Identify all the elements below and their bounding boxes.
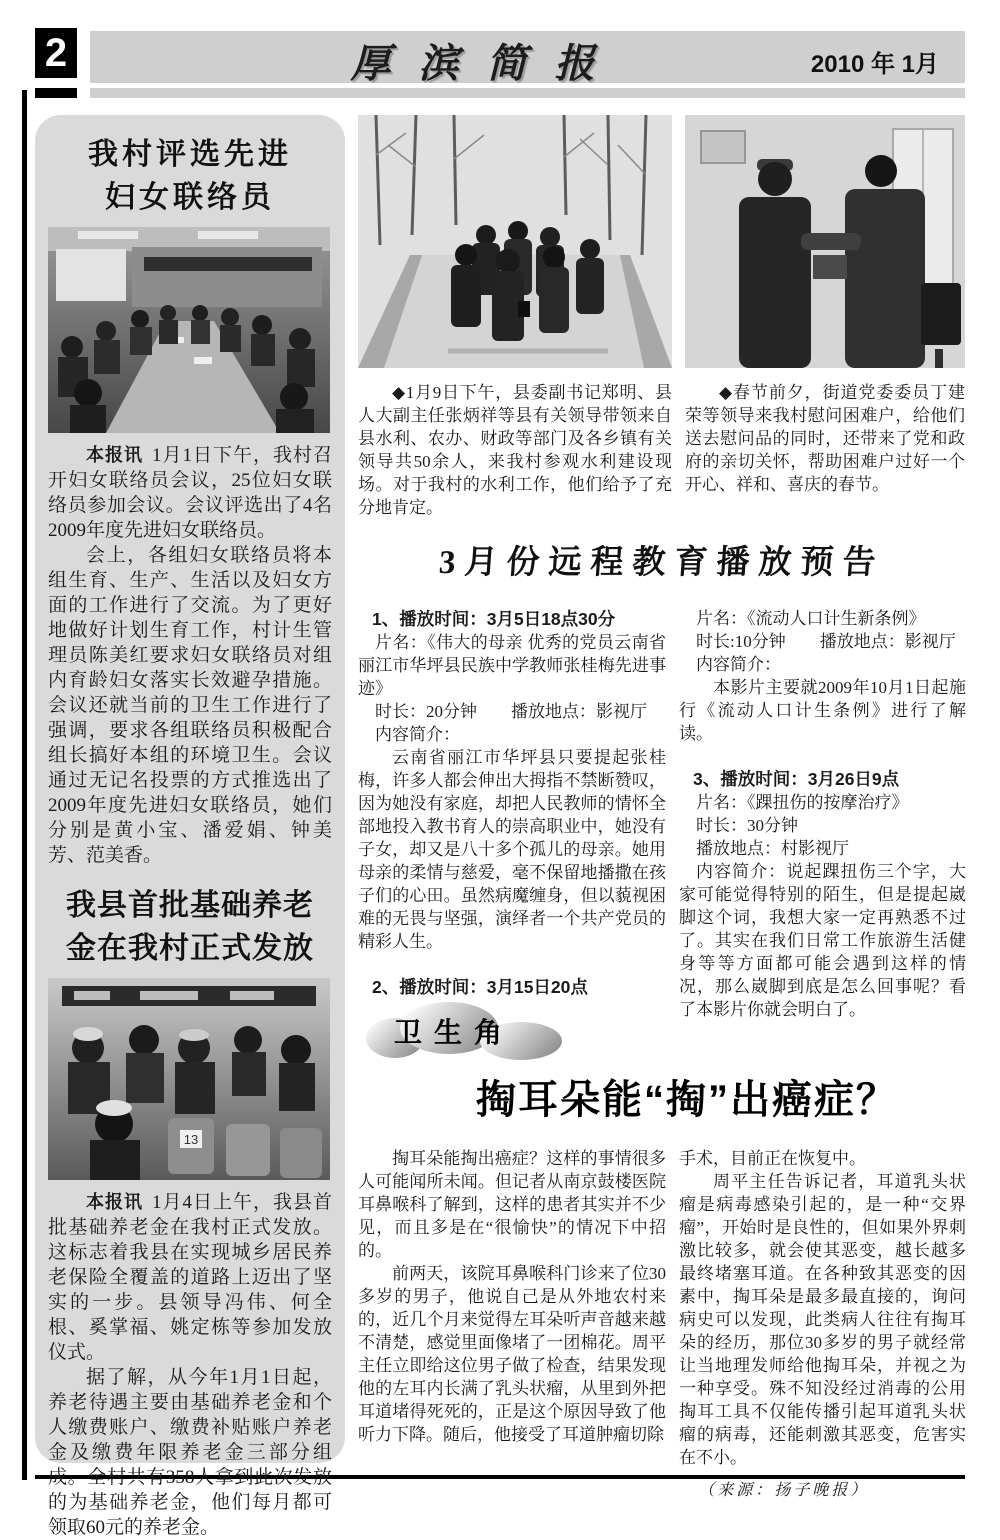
- meeting-room-photo: [48, 227, 330, 433]
- article1-title-line1: 我村评选先进: [88, 138, 292, 171]
- program3-film: 片名：《踝扭伤的按摩治疗》: [696, 793, 909, 812]
- condolence-photo-caption: ◆春节前夕，街道党委委员丁建荣等领导来我村慰问困难户，给他们送去慰问品的同时，还带来了党和政府的亲切关怀，帮助困难户过好一个开心、祥和、喜庆的春节。: [685, 383, 965, 494]
- program1-synopsis: 云南省丽江市华坪县只要提起张桂梅，许多人都会伸出大拇指不禁断赞叹，因为她没有家庭，却把人民教师的情怀全部地投入教书育人的崇高职业中，她没有子女，却又是八十多个孤儿的母亲。她用母亲的柔情与慈爱，毫不保留地播撒在孩子们的心田。虽然病魔缠身，但以藐视困难的无畏与坚强，演绎者一个共产党员的精彩人生。: [358, 748, 666, 951]
- article2-paragraph-1: [48, 1190, 332, 1365]
- condolence-visit-photo: [685, 115, 965, 368]
- health-left-paragraph-1: 掏耳朵能掏出癌症？这样的事情很多人可能闻所未闻。但记者从南京鼓楼医院耳鼻喉科了解到，这样的患者其实并不少见，而且多是在“很愉快”的情况下中招的。: [358, 1149, 666, 1260]
- left-border-rule: [22, 90, 27, 1480]
- pension-distribution-photo: [48, 978, 330, 1180]
- article-source: （来源：扬子晚报）: [698, 1482, 870, 1499]
- condolence-photo-figure: [685, 115, 965, 496]
- article1-paragraph-1: [48, 443, 332, 543]
- program3-location: 播放地点：村影视厅: [696, 839, 849, 858]
- health-right-paragraph-1: 手术，目前正在恢复中。: [679, 1149, 866, 1168]
- badge-label: 卫生角: [394, 1017, 515, 1048]
- broadcast-schedule-section: [358, 536, 966, 1021]
- article1-title: [48, 133, 332, 219]
- article2-paragraph-2: 据了解，从今年1月1日起，养老待遇主要由基础养老金和个人缴费账户、缴费补贴账户养老金及缴费年限养老金三部分组成。全村共有358人拿到此次发放的为基础养老金，他们每月都可领取60元的养老金。: [48, 1367, 332, 1538]
- header-gray-bar: [90, 88, 965, 98]
- inspection-photo-caption: ◆1月9日下午，县委副书记郑明、县人大副主任张炳祥等县有关领导带领来自县水利、农办、财政等部门及各乡镇有关领导共50余人，来我村参观水利建设现场。对于我村的水利工作，他们给予了充分地肯定。: [358, 383, 672, 517]
- program2-synopsis-label: 内容简介：: [696, 655, 781, 674]
- health-corner-badge: [366, 1002, 576, 1060]
- program2-film: 片名：《流动人口计生新条例》: [696, 609, 926, 628]
- health-article-title: 掏耳朵能“掏”出癌症？: [476, 1078, 898, 1122]
- program2-time: 2、播放时间：3月15日20点: [372, 977, 588, 997]
- program1-duration-location: 时长：20分钟 播放地点：影视厅: [375, 702, 647, 721]
- masthead-banner: [90, 31, 965, 86]
- health-corner-section: [358, 1002, 966, 1516]
- health-right-paragraph-2: 周平主任告诉记者，耳道乳头状瘤是病毒感染引起的，是一种“交界瘤”，开始时是良性的，但如果外界刺激比较多，就会使其恶变，越长越多最终堵塞耳道。在各种致其恶变的因素中，掏耳朵是最多最直接的，询问病史可以发现，此类病人往往有掏耳朵的经历，那位30多岁的男子就经常让当地理发师给他掏耳朵，并视之为一种享受。殊不知没经过消毒的公用掏耳工具不仅能传播引起耳道乳头状瘤的病毒，还能刺激其恶变，危害实在不小。: [679, 1172, 966, 1467]
- inspection-walk-photo: [358, 115, 672, 368]
- schedule-heading: 3月份远程教育播放预告: [437, 545, 886, 581]
- page-number-box: 2: [35, 28, 77, 78]
- schedule-column-left: [358, 607, 666, 1021]
- program2-synopsis: 本影片主要就2009年10月1日起施行《流动人口计生条例》进行了解读。: [679, 678, 966, 743]
- article1-lead-in: 本报讯: [86, 445, 143, 465]
- program3-time: 3、播放时间：3月26日9点: [693, 769, 900, 789]
- left-column-panel: [35, 115, 345, 1538]
- article1-paragraph-2: 会上，各组妇女联络员将本组生育、生产、生活以及妇女方面的工作进行了交流。为了更好地做好计划生育工作，村计生管理员陈美红要求妇女联络员对组内育龄妇女落实长效避孕措施。会议还就当前的卫生工作进行了强调，要求各组联络员积极配合组长搞好本组的环境卫生。会议通过无记名投票的方式推选出了2009年度先进妇女联络员，她们分别是黄小宝、潘爱娟、钟美芳、范美香。: [48, 545, 332, 866]
- chair-number-label: 13: [183, 1132, 199, 1147]
- header-black-bar: [35, 88, 77, 98]
- inspection-photo-figure: [358, 115, 672, 519]
- masthead-title: 厚滨简报: [350, 41, 623, 86]
- health-column-right: [679, 1147, 966, 1516]
- program3-synopsis: 内容简介：说起踝扭伤三个字，大家可能觉得特别的陌生，但是提起崴脚这个词，我想大家一定再熟悉不过了。其实在我们日常工作旅游生活健身等等方面都可能会遇到这样的情况，那么崴脚到底是怎么回事呢？看了本影片你就会明白了。: [679, 862, 966, 1019]
- article1-title-line2: 妇女联络员: [105, 181, 275, 214]
- article2-p1-text: 1月4日上午，我县首批基础养老金在我村正式发放。这标志着我县在实现城乡居民养老保险全覆盖的道路上迈出了坚实的一步。县领导冯伟、何全根、奚掌福、姚定栋等参加发放仪式。: [48, 1192, 332, 1363]
- program1-synopsis-label: 内容简介：: [375, 725, 460, 744]
- program3-duration: 时长：30分钟: [696, 816, 798, 835]
- program1-film: 片名：《伟大的母亲 优秀的党员云南省丽江市华坪县民族中学教师张桂梅先进事迹》: [358, 633, 666, 698]
- issue-date: 2010 年 1月: [810, 51, 939, 78]
- program2-duration-location: 时长:10分钟 播放地点：影视厅: [696, 632, 956, 651]
- article2-title-line2: 金在我村正式发放: [66, 932, 314, 965]
- article2-title: [48, 884, 332, 970]
- schedule-column-right: [679, 607, 966, 1021]
- program1-time: 1、播放时间：3月5日18点30分: [372, 609, 616, 629]
- article2-lead-in: 本报讯: [86, 1192, 143, 1212]
- health-column-left: [358, 1147, 666, 1516]
- article1-p1-text: 1月1日下午，我村召开妇女联络员会议，25位妇女联络员参加会议。会议评选出了4名2009年度先进妇女联络员。: [48, 445, 332, 541]
- health-left-paragraph-2: 前两天，该院耳鼻喉科门诊来了位30多岁的男子，他说自己是从外地农村来的，近几个月来觉得左耳朵听声音越来越不清楚，感觉里面像堵了一团棉花。周平主任立即给这位男子做了检查，结果发现他的左耳内长满了乳头状瘤，从里到外把耳道堵得死死的，正是这个原因导致了他听力下降。随后，他接受了耳道肿瘤切除: [358, 1264, 666, 1444]
- article2-title-line1: 我县首批基础养老: [66, 889, 314, 922]
